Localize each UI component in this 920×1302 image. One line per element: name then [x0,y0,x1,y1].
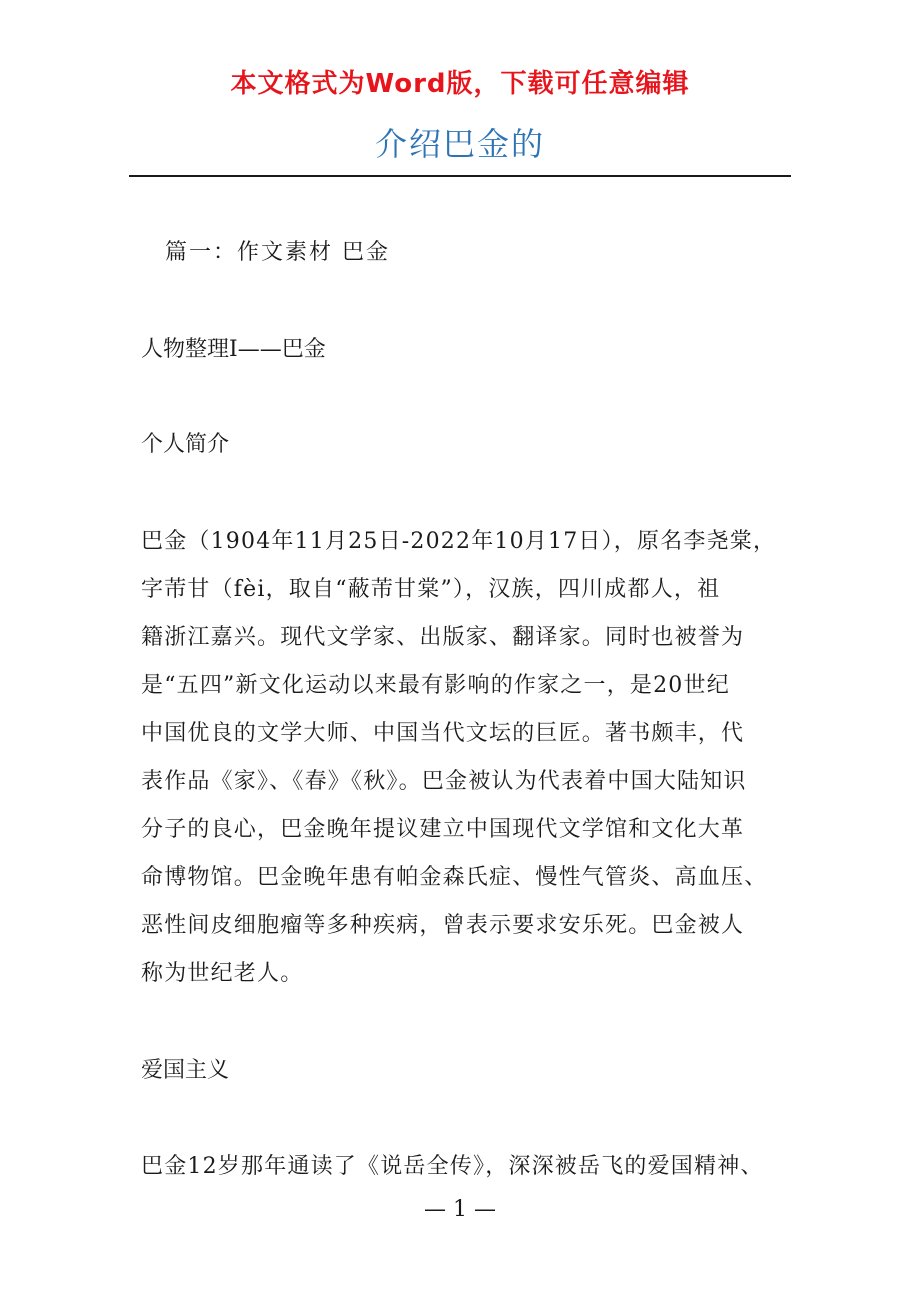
intro-line: 分子的良心，巴金晚年提议建立中国现代文学馆和文化大革 [141,817,745,842]
intro-line: 称为世纪老人。 [141,961,304,986]
patriotism-heading: 爱国主义 [141,1058,230,1083]
intro-line: 命博物馆。巴金晚年患有帕金森氏症、慢性气管炎、高血压、 [141,865,768,890]
intro-line: 表作品《家》、《春》《秋》。巴金被认为代表着中国大陆知识 [141,769,747,794]
intro-heading: 个人简介 [141,432,230,457]
intro-line: 是“五四”新文化运动以来最有影响的作家之一，是20世纪 [141,673,730,698]
patriotism-paragraph: 巴金12岁那年通读了《说岳全传》，深深被岳飞的爱国精神、 [141,1154,764,1179]
subheading: 人物整理Ⅰ——巴金 [141,337,326,362]
download-banner: 本文格式为Word版，下载可任意编辑 [230,69,690,99]
intro-line: 字芾甘（fèi，取自“蔽芾甘棠”），汉族，四川成都人，祖 [141,577,721,602]
title-divider [129,175,791,177]
intro-paragraph [141,518,781,998]
document-title: 介绍巴金的 [374,125,545,163]
intro-line: 籍浙江嘉兴。现代文学家、出版家、翻译家。同时也被誉为 [141,625,745,650]
intro-line: 巴金（1904年11月25日-2022年10月17日），原名李尧棠， [141,529,777,554]
intro-line: 中国优良的文学大师、中国当代文坛的巨匠。著书颇丰，代 [141,721,745,746]
intro-line: 恶性间皮细胞瘤等多种疾病，曾表示要求安乐死。巴金被人 [141,913,745,938]
page-number: — 1 — [424,1197,496,1222]
section-heading: 篇一：作文素材 巴金 [165,240,390,265]
